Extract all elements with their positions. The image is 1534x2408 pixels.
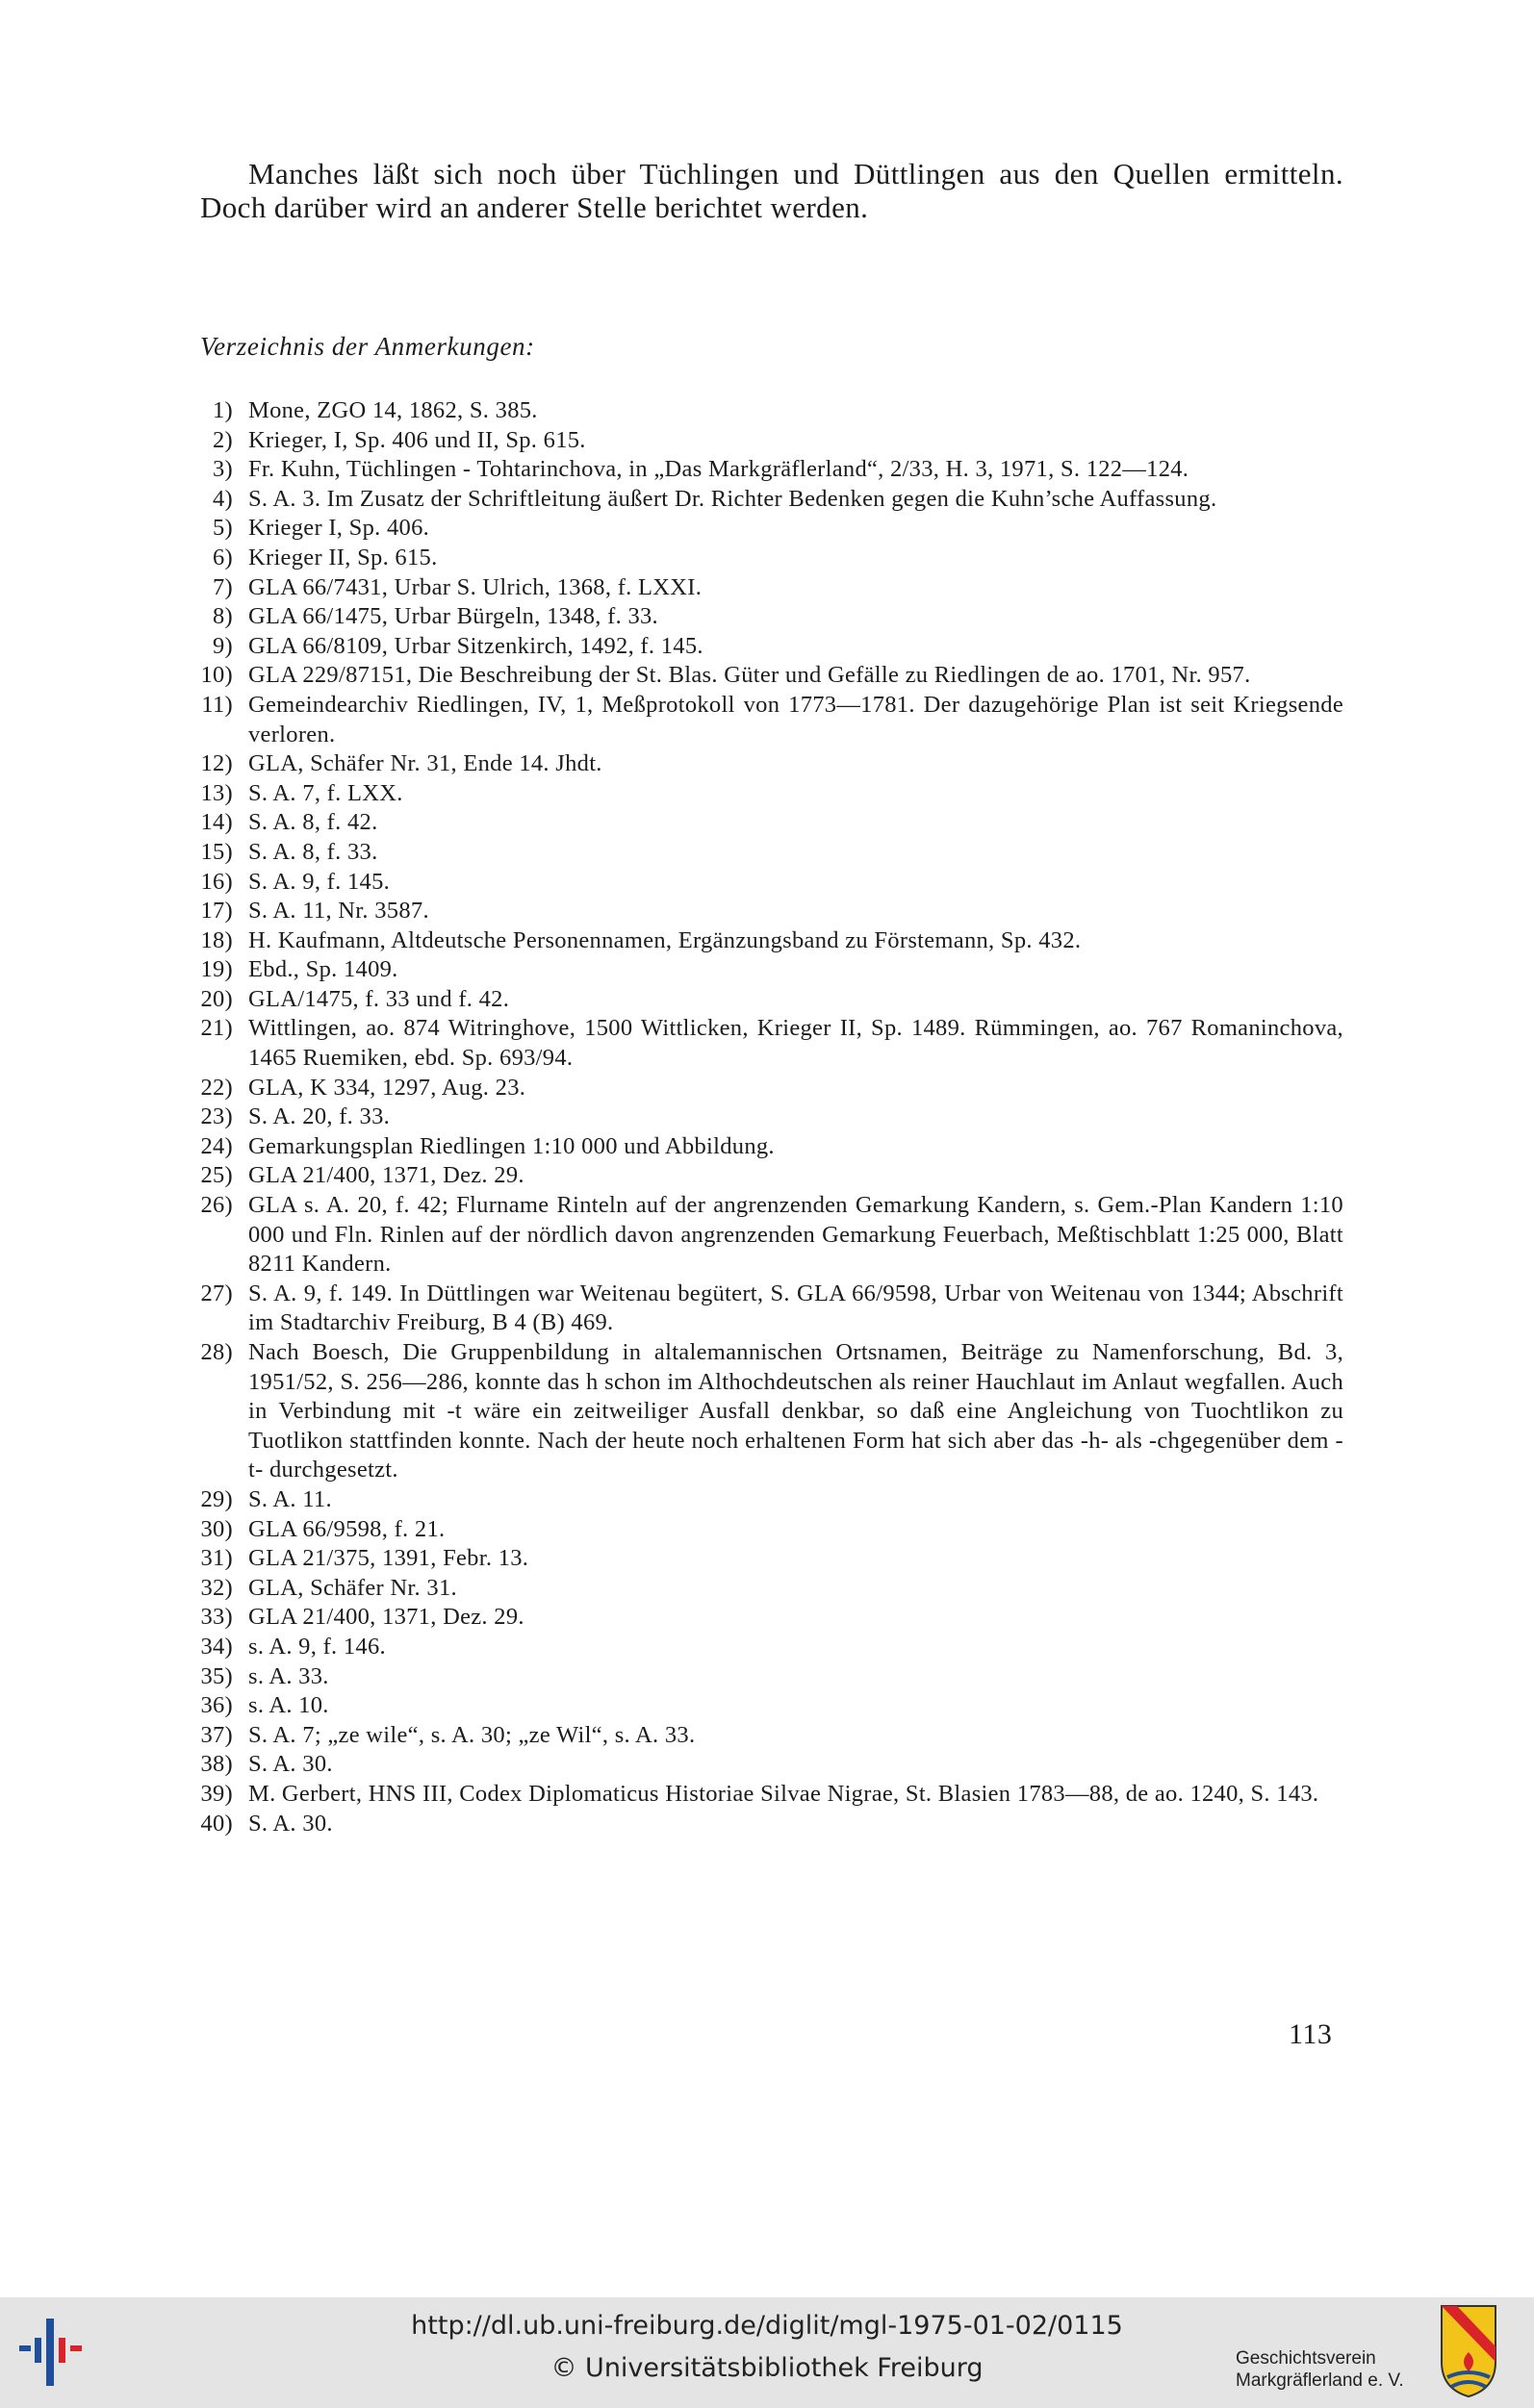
note-text: GLA 229/87151, Die Beschreibung der St. Blas. Güter und Gefälle zu Riedlingen de ao. 1701, Nr. 957. — [248, 662, 1251, 689]
note-text: GLA 21/375, 1391, Febr. 13. — [248, 1545, 529, 1572]
note-item — [171, 1280, 1343, 1338]
note-number: 34) — [200, 1633, 233, 1660]
note-text: S. A. 11, Nr. 3587. — [248, 898, 429, 925]
note-text: GLA, K 334, 1297, Aug. 23. — [248, 1074, 526, 1101]
note-item — [171, 1750, 1343, 1780]
note-item — [171, 573, 1343, 603]
note-item — [171, 1633, 1343, 1662]
note-number: 5) — [212, 515, 233, 542]
note-item — [171, 926, 1343, 956]
note-item — [171, 455, 1343, 485]
note-item — [171, 396, 1343, 426]
note-number: 40) — [200, 1810, 233, 1837]
note-text: Fr. Kuhn, Tüchlingen - Tohtarinchova, in „Das Markgräflerland“, 2/33, H. 3, 1971, S. 122—124. — [248, 456, 1189, 483]
footer-url-link[interactable]: http://dl.ub.uni-freiburg.de/diglit/mgl-1975-01-02/0115 — [411, 2311, 1123, 2341]
note-text: s. A. 33. — [248, 1662, 329, 1689]
footer-copyright: © Universitätsbibliothek Freiburg — [550, 2353, 984, 2383]
note-item — [171, 426, 1343, 456]
notes-list — [171, 396, 1343, 1838]
note-text: S. A. 7; „ze wile“, s. A. 30; „ze Wil“, s. A. 33. — [248, 1721, 696, 1748]
note-text: S. A. 9, f. 145. — [248, 868, 391, 895]
society-line-2: Markgräflerland e. V. — [1236, 2370, 1404, 2391]
note-number: 17) — [200, 898, 233, 925]
note-number: 38) — [200, 1751, 233, 1778]
note-item — [171, 1515, 1343, 1545]
note-number: 33) — [200, 1604, 233, 1631]
note-number: 39) — [200, 1780, 233, 1807]
note-item — [171, 1603, 1343, 1633]
note-number: 2) — [212, 426, 233, 453]
note-item — [171, 1574, 1343, 1604]
note-item — [171, 1191, 1343, 1280]
note-item — [171, 808, 1343, 838]
note-number: 6) — [212, 544, 233, 570]
note-text: Gemarkungsplan Riedlingen 1:10 000 und Abbildung. — [248, 1132, 775, 1159]
intro-text: Manches läßt sich noch über Tüchlingen und Düttlingen aus den Quellen ermitteln. Doch darüber wird an anderer Stelle berichtet werden. — [200, 157, 1343, 224]
note-number: 28) — [200, 1339, 233, 1365]
notes-heading: Verzeichnis der Anmerkungen: — [200, 332, 535, 361]
note-text: GLA 21/400, 1371, Dez. 29. — [248, 1604, 524, 1631]
note-item — [171, 1338, 1343, 1485]
note-text: Nach Boesch, Die Gruppenbildung in altalemannischen Ortsnamen, Beiträge zu Namenforschung, Bd. 3, 1951/52, S. 256—286, konnte das h schon im Althochdeutschen als reiner Hauchlaut im Anlaut wegfallen. Auch in Verbindung mit -t wäre ein zeitweiliger Ausfall denkbar, so daß eine Angleichung von Tuochtlikon zu Tuotlikon stattfinden konnte. Nach der heute noch erhaltenen Form hat sich aber das -h- als -chgegenüber dem -t- durchgesetzt. — [248, 1339, 1343, 1483]
note-number: 31) — [200, 1545, 233, 1572]
note-text: GLA 66/9598, f. 21. — [248, 1515, 446, 1542]
note-item — [171, 1014, 1343, 1073]
note-number: 23) — [200, 1103, 233, 1130]
note-item — [171, 1691, 1343, 1721]
note-text: Gemeindearchiv Riedlingen, IV, 1, Meßprotokoll von 1773—1781. Der dazugehörige Plan ist seit Kriegsende verloren. — [248, 691, 1343, 748]
note-number: 30) — [200, 1515, 233, 1542]
note-number: 15) — [200, 838, 233, 865]
note-number: 10) — [200, 662, 233, 689]
note-number: 25) — [200, 1162, 233, 1189]
note-text: GLA/1475, f. 33 und f. 42. — [248, 985, 510, 1012]
note-text: Ebd., Sp. 1409. — [248, 956, 398, 983]
society-name — [1236, 2347, 1428, 2392]
note-text: S. A. 11. — [248, 1485, 332, 1512]
note-item — [171, 838, 1343, 868]
note-text: GLA 66/1475, Urbar Bürgeln, 1348, f. 33. — [248, 603, 658, 630]
note-number: 27) — [200, 1280, 233, 1306]
note-number: 11) — [201, 691, 233, 718]
note-number: 35) — [200, 1662, 233, 1689]
note-text: s. A. 10. — [248, 1692, 329, 1719]
note-number: 13) — [200, 779, 233, 806]
note-number: 8) — [212, 603, 233, 630]
note-text: S. A. 7, f. LXX. — [248, 779, 403, 806]
note-number: 1) — [212, 397, 233, 423]
note-item — [171, 661, 1343, 691]
note-text: s. A. 9, f. 146. — [248, 1633, 386, 1660]
note-text: S. A. 8, f. 33. — [248, 838, 378, 865]
note-number: 7) — [212, 573, 233, 600]
note-text: GLA 21/400, 1371, Dez. 29. — [248, 1162, 524, 1189]
note-item — [171, 1103, 1343, 1132]
note-item — [171, 868, 1343, 898]
note-item — [171, 1662, 1343, 1692]
note-number: 21) — [200, 1015, 233, 1042]
note-text: S. A. 3. Im Zusatz der Schriftleitung äußert Dr. Richter Bedenken gegen die Kuhn’sche Auffassung. — [248, 485, 1217, 512]
note-text: H. Kaufmann, Altdeutsche Personennamen, Ergänzungsband zu Förstemann, Sp. 432. — [248, 926, 1082, 953]
note-text: S. A. 30. — [248, 1751, 333, 1778]
note-text: GLA s. A. 20, f. 42; Flurname Rinteln auf der angrenzenden Gemarkung Kandern, s. Gem.-Plan Kandern 1:10 000 und Fln. Rinlen auf der nördlich davon angrenzenden Gemarkung Feuerbach, Meßtischblatt 1:25 000, Blatt 8211 Kandern. — [248, 1192, 1343, 1278]
note-item — [171, 749, 1343, 779]
intro-paragraph — [200, 157, 1343, 224]
note-item — [171, 1810, 1343, 1839]
note-number: 4) — [212, 485, 233, 512]
note-text: S. A. 9, f. 149. In Düttlingen war Weitenau begütert, S. GLA 66/9598, Urbar von Weitenau von 1344; Abschrift im Stadtarchiv Freiburg, B 4 (B) 469. — [248, 1280, 1343, 1336]
note-text: S. A. 20, f. 33. — [248, 1103, 391, 1130]
note-item — [171, 602, 1343, 632]
note-text: Mone, ZGO 14, 1862, S. 385. — [248, 397, 538, 423]
note-number: 24) — [200, 1132, 233, 1159]
note-number: 3) — [212, 456, 233, 483]
note-item — [171, 544, 1343, 573]
note-item — [171, 1544, 1343, 1574]
note-text: GLA 66/7431, Urbar S. Ulrich, 1368, f. LXXI. — [248, 573, 703, 600]
coat-of-arms-icon — [1440, 2304, 1497, 2398]
note-item — [171, 779, 1343, 809]
note-text: Krieger I, Sp. 406. — [248, 515, 430, 542]
note-number: 36) — [200, 1692, 233, 1719]
note-number: 12) — [200, 750, 233, 777]
note-number: 16) — [200, 868, 233, 895]
note-number: 32) — [200, 1574, 233, 1601]
note-item — [171, 897, 1343, 926]
note-item — [171, 514, 1343, 544]
note-text: GLA 66/8109, Urbar Sitzenkirch, 1492, f. 145. — [248, 632, 703, 659]
note-item — [171, 1485, 1343, 1515]
note-item — [171, 1780, 1343, 1810]
footer-bar — [0, 2297, 1534, 2408]
note-item — [171, 1132, 1343, 1162]
note-number: 19) — [200, 956, 233, 983]
page-number: 113 — [1289, 2018, 1333, 2050]
note-number: 26) — [200, 1192, 233, 1219]
note-item — [171, 1074, 1343, 1103]
note-number: 14) — [200, 809, 233, 836]
note-item — [171, 985, 1343, 1015]
note-item — [171, 485, 1343, 515]
note-item — [171, 632, 1343, 662]
society-line-1: Geschichtsverein — [1236, 2348, 1376, 2369]
note-item — [171, 1161, 1343, 1191]
note-item — [171, 691, 1343, 749]
note-number: 20) — [200, 985, 233, 1012]
note-item — [171, 955, 1343, 985]
note-text: Krieger II, Sp. 615. — [248, 544, 438, 570]
note-text: GLA, Schäfer Nr. 31. — [248, 1574, 457, 1601]
note-text: Wittlingen, ao. 874 Witringhove, 1500 Wittlicken, Krieger II, Sp. 1489. Rümmingen, ao. 767 Romaninchova, 1465 Ruemiken, ebd. Sp. 693/94. — [248, 1015, 1343, 1072]
note-number: 37) — [200, 1721, 233, 1748]
note-item — [171, 1721, 1343, 1751]
note-text: GLA, Schäfer Nr. 31, Ende 14. Jhdt. — [248, 750, 602, 777]
note-number: 9) — [212, 632, 233, 659]
note-number: 29) — [200, 1485, 233, 1512]
note-number: 18) — [200, 926, 233, 953]
note-text: S. A. 8, f. 42. — [248, 809, 378, 836]
note-text: Krieger, I, Sp. 406 und II, Sp. 615. — [248, 426, 586, 453]
note-text: S. A. 30. — [248, 1810, 333, 1837]
note-number: 22) — [200, 1074, 233, 1101]
note-text: M. Gerbert, HNS III, Codex Diplomaticus Historiae Silvae Nigrae, St. Blasien 1783—88, de ao. 1240, S. 143. — [248, 1780, 1319, 1807]
